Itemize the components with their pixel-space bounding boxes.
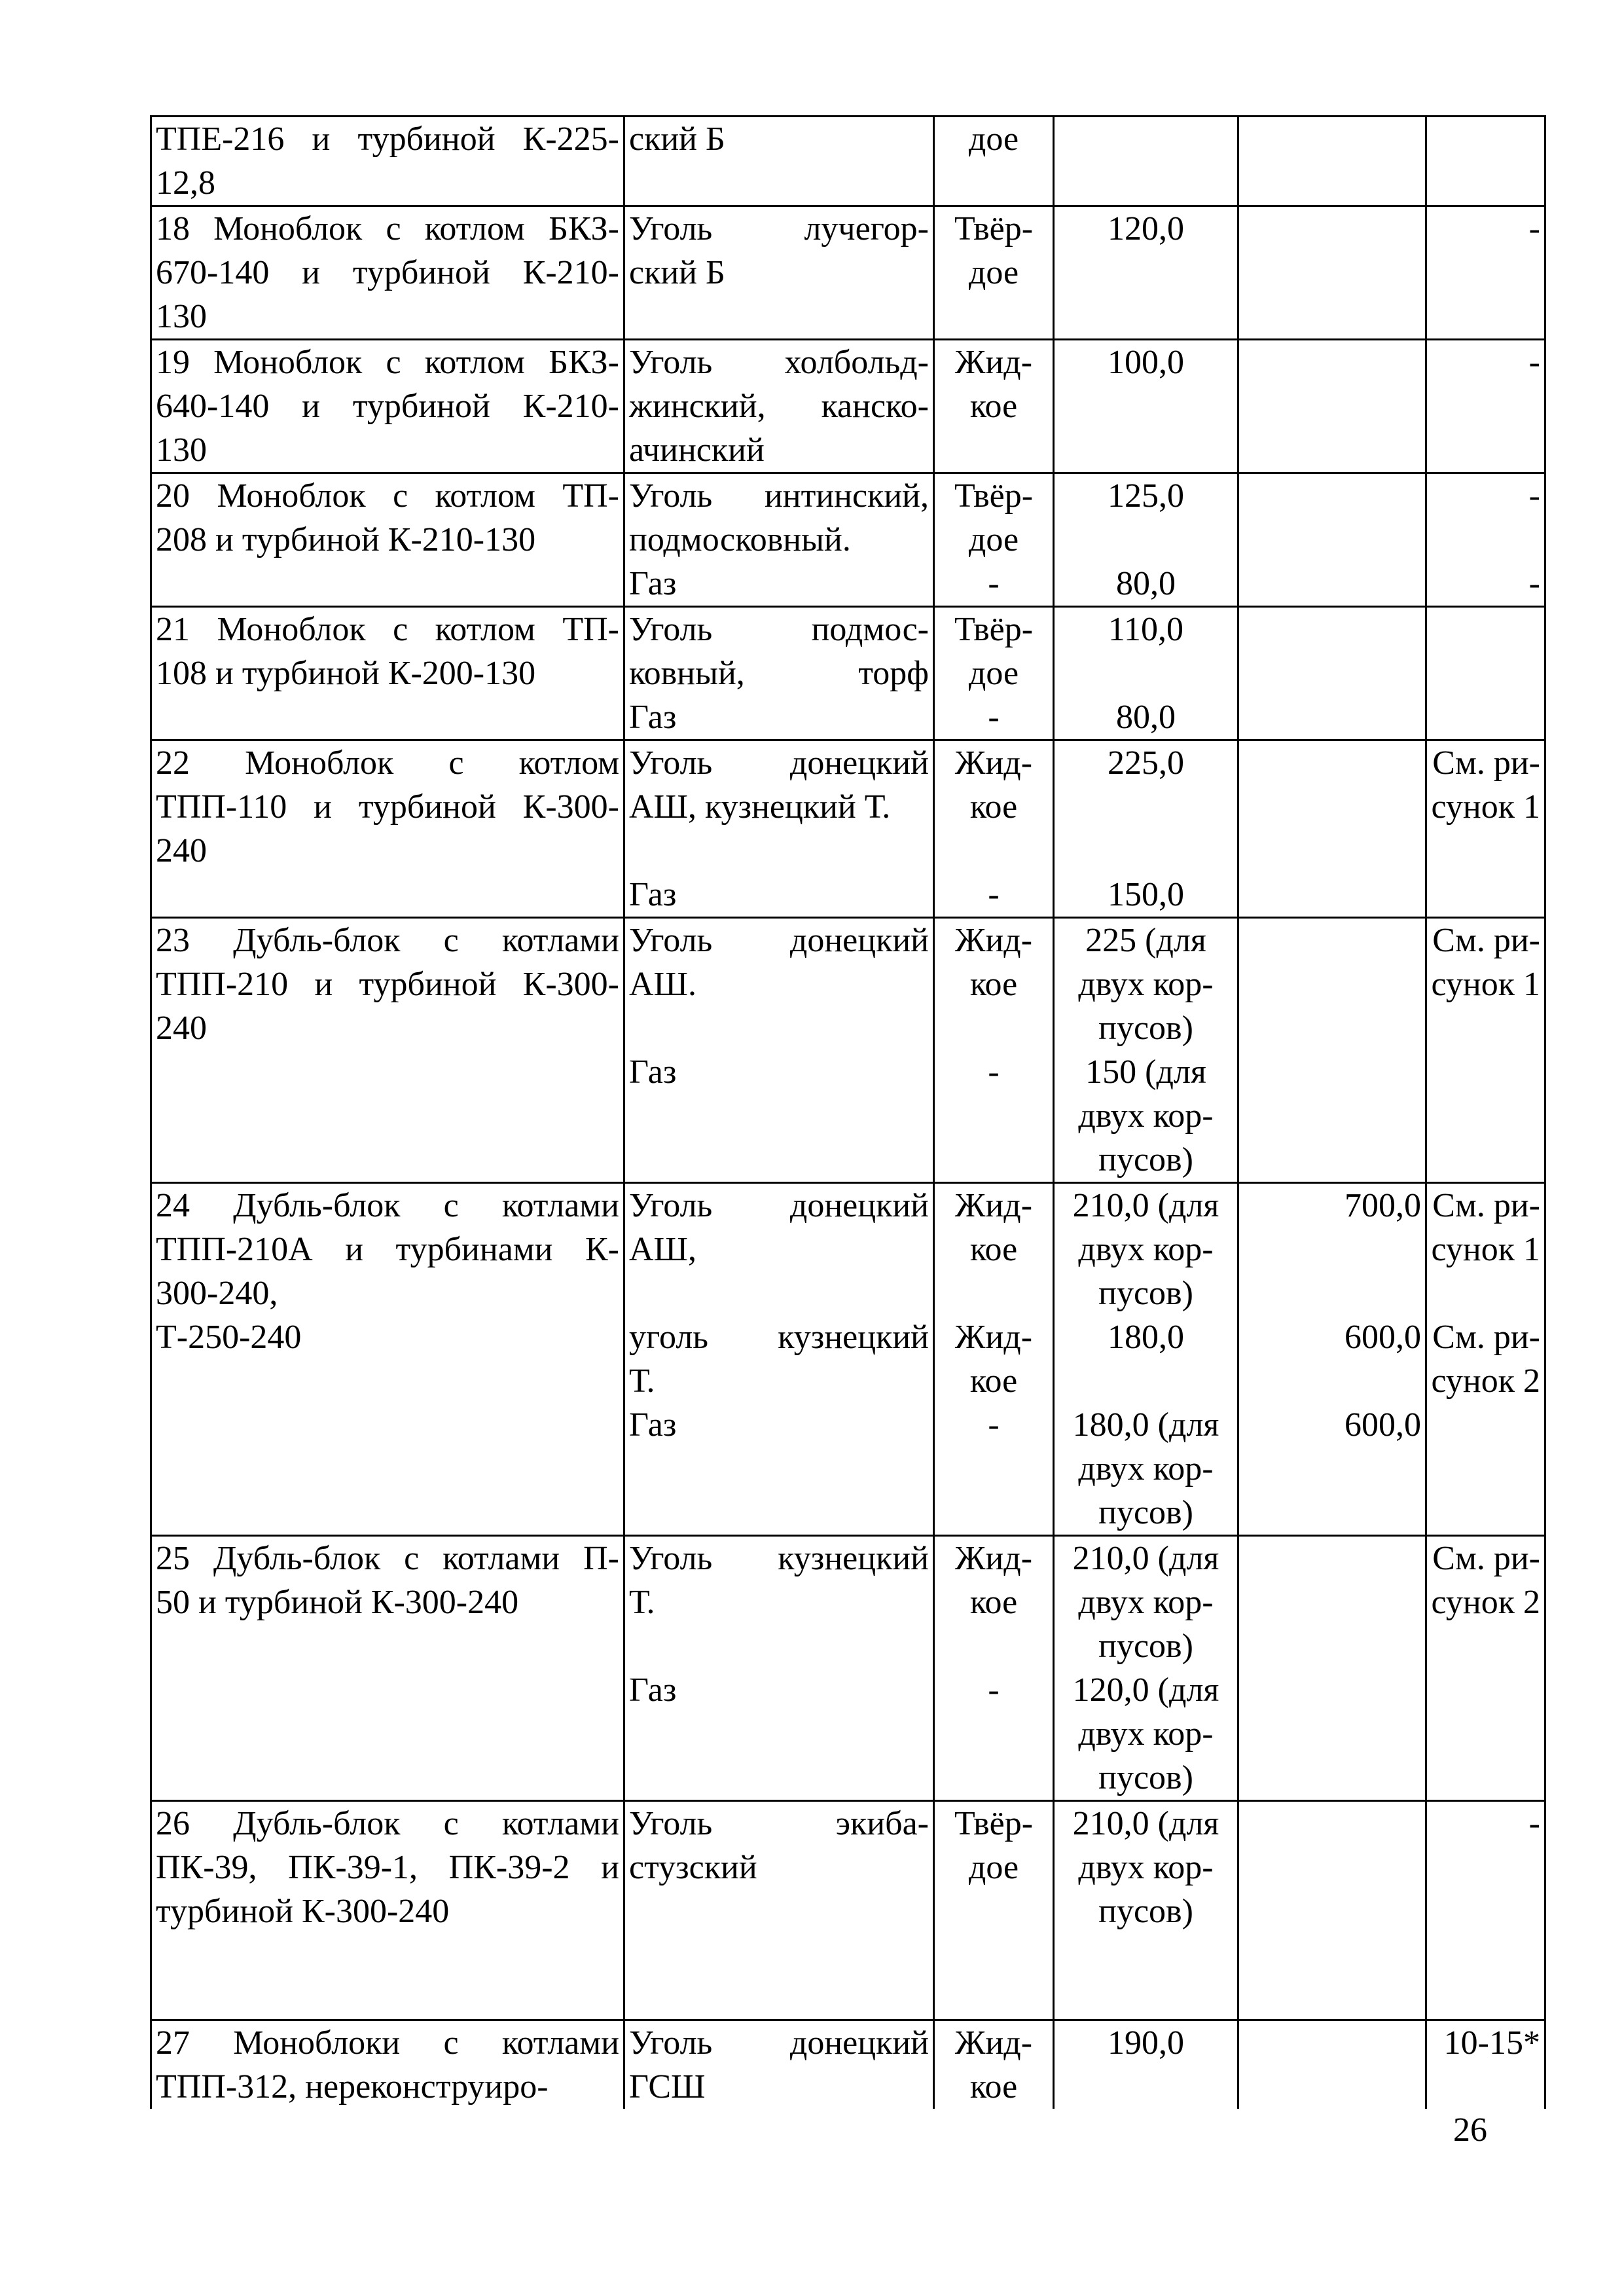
unit-line: 300-240, [156,1275,278,1312]
fuel-load-line: 80,0 [1116,699,1176,736]
unit-line: ТПП-110 и турбиной К-300- [156,788,619,826]
fuel-line: АШ, [629,1231,697,1268]
unit-line: 18 Моноблок с котлом БКЗ- [156,210,619,247]
fuel-load-line: пусов) [1098,1759,1193,1796]
slag-removal-cell [934,1536,1054,1801]
unit-cell [151,2020,624,2109]
fuel-cell [624,117,934,206]
fuel-line: Уголь донецкий [629,1187,929,1224]
slag-removal-cell [934,1801,1054,2020]
slag-removal-line: - [988,699,1000,736]
slag-removal-line: кое [969,2068,1018,2105]
slag-removal-line [939,1624,1049,1668]
table-row [151,740,1545,918]
steam-output-cell [1238,206,1426,340]
fuel-line: ковный, торф [629,655,929,692]
fuel-line: ский Б [629,254,725,291]
note-cell [1426,117,1545,206]
slag-removal-line: Жид- [954,1319,1033,1356]
fuel-cell [624,740,934,918]
note-line: сунок 1 [1431,788,1540,826]
slag-removal-line: дое [968,120,1019,158]
fuel-load-line: пусов) [1098,1494,1193,1531]
unit-line: ПК-39, ПК-39-1, ПК-39-2 и [156,1849,619,1886]
fuel-line: ГСШ [629,2068,706,2105]
fuel-load-line: двух кор- [1078,1849,1214,1886]
fuel-cell [624,340,934,473]
unit-line: ТПЕ-216 и турбиной К-225- [156,120,619,158]
unit-line: 21 Моноблок с котлом ТП- [156,611,619,648]
fuel-load-line: двух кор- [1078,1231,1214,1268]
fuel-load-line [1058,785,1233,829]
unit-line: 50 и турбиной К-300-240 [156,1584,519,1621]
slag-removal-line: кое [969,788,1018,826]
table-row [151,607,1545,740]
fuel-load-cell [1054,607,1238,740]
steam-output-cell [1238,117,1426,206]
note-line: - [1528,477,1540,515]
note-line: - [1528,344,1540,381]
steam-output-line [1243,1271,1421,1315]
fuel-line [629,1624,929,1668]
fuel-load-line: 210,0 (для [1072,1540,1219,1577]
fuel-load-line: 210,0 (для [1072,1187,1219,1224]
note-line: 10-15* [1443,2024,1540,2062]
table-row [151,1536,1545,1801]
fuel-cell [624,1183,934,1536]
note-line: сунок 1 [1431,1231,1540,1268]
fuel-load-line: пусов) [1098,1275,1193,1312]
fuel-line: Т. [629,1362,655,1400]
slag-removal-cell [934,607,1054,740]
fuel-line: Газ [629,699,677,736]
unit-cell [151,473,624,607]
unit-line: 670-140 и турбиной К-210- [156,254,619,291]
fuel-load-line: двух кор- [1078,1584,1214,1621]
note-line: См. ри- [1432,1540,1540,1577]
fuel-load-cell [1054,473,1238,607]
note-line: сунок 2 [1431,1584,1540,1621]
fuel-line: Уголь донецкий [629,744,929,782]
steam-output-line [1243,1228,1421,1271]
unit-cell [151,1183,624,1536]
slag-removal-line [939,829,1049,873]
note-line: См. ри- [1432,1319,1540,1356]
unit-cell [151,740,624,918]
slag-removal-line: - [988,1671,1000,1709]
steam-output-cell [1238,2020,1426,2109]
table-row [151,340,1545,473]
slag-removal-line: Жид- [954,744,1033,782]
fuel-cell [624,607,934,740]
fuel-line: Уголь кузнецкий [629,1540,929,1577]
table-row [151,1801,1545,2020]
note-line: См. ри- [1432,922,1540,959]
slag-removal-line: Жид- [954,344,1033,381]
fuel-load-cell [1054,340,1238,473]
fuel-load-line: двух кор- [1078,966,1214,1003]
fuel-load-line: пусов) [1098,1141,1193,1178]
slag-removal-line [939,1271,1049,1315]
fuel-load-line: 190,0 [1108,2024,1184,2062]
slag-removal-line: дое [968,1849,1019,1886]
slag-removal-line: дое [968,254,1019,291]
unit-cell [151,206,624,340]
fuel-line: Газ [629,1671,677,1709]
table-body [151,117,1545,2109]
slag-removal-line: кое [969,966,1018,1003]
fuel-load-cell [1054,1183,1238,1536]
steam-output-cell [1238,1536,1426,1801]
fuel-load-line: 80,0 [1116,565,1176,602]
fuel-load-cell [1054,2020,1238,2109]
fuel-load-line: 120,0 [1108,210,1184,247]
steam-output-cell [1238,918,1426,1183]
unit-line: 25 Дубль-блок с котлами П- [156,1540,619,1577]
slag-removal-line: Твёр- [954,210,1034,247]
slag-removal-line: кое [969,1362,1018,1400]
slag-removal-line: кое [969,388,1018,425]
unit-line: 20 Моноблок с котлом ТП- [156,477,619,515]
note-cell [1426,740,1545,918]
note-line: См. ри- [1432,744,1540,782]
fuel-cell [624,206,934,340]
fuel-load-line: двух кор- [1078,1450,1214,1487]
fuel-line [629,829,929,873]
table-row [151,2020,1545,2109]
fuel-line: Уголь экиба- [629,1805,929,1842]
note-line: сунок 2 [1431,1362,1540,1400]
slag-removal-line: - [988,565,1000,602]
slag-removal-cell [934,473,1054,607]
fuel-line: Уголь донецкий [629,2024,929,2062]
slag-removal-line: кое [969,1584,1018,1621]
fuel-line [629,1271,929,1315]
note-cell [1426,1536,1545,1801]
fuel-load-cell [1054,117,1238,206]
unit-line: 26 Дубль-блок с котлами [156,1805,619,1842]
note-cell [1426,340,1545,473]
table-row [151,1183,1545,1536]
slag-removal-line: - [988,876,1000,913]
note-cell [1426,1183,1545,1536]
unit-line: 240 [156,832,207,869]
fuel-load-line: двух кор- [1078,1715,1214,1753]
note-cell [1426,2020,1545,2109]
note-line: См. ри- [1432,1187,1540,1224]
fuel-load-line [1058,651,1233,695]
fuel-load-cell [1054,206,1238,340]
fuel-load-line [1058,1359,1233,1403]
note-line: - [1528,210,1540,247]
slag-removal-line: - [988,1053,1000,1091]
unit-line: 23 Дубль-блок с котлами [156,922,619,959]
slag-removal-cell [934,740,1054,918]
slag-removal-cell [934,2020,1054,2109]
note-line: - [1528,1805,1540,1842]
fuel-load-line: пусов) [1098,1010,1193,1047]
slag-removal-line: дое [968,655,1019,692]
steam-output-line: 600,0 [1344,1406,1421,1444]
fuel-line: Уголь подмос- [629,611,929,648]
fuel-cell [624,918,934,1183]
fuel-line: Уголь донецкий [629,922,929,959]
note-cell [1426,473,1545,607]
fuel-line: ский Б [629,120,725,158]
fuel-load-line: 120,0 (для [1072,1671,1219,1709]
slag-removal-cell [934,340,1054,473]
slag-removal-line: кое [969,1231,1018,1268]
unit-line: 240 [156,1010,207,1047]
unit-cell [151,1536,624,1801]
fuel-cell [624,2020,934,2109]
fuel-line: Газ [629,565,677,602]
fuel-cell [624,1536,934,1801]
steam-output-cell [1238,740,1426,918]
steam-output-line: 600,0 [1344,1319,1421,1356]
unit-line: ТПП-210А и турбинами К- [156,1231,619,1268]
slag-removal-line: Жид- [954,1540,1033,1577]
unit-line: ТПП-312, нереконструиро- [156,2068,549,2105]
page-number: 26 [1453,2111,1487,2149]
steam-output-line: 700,0 [1344,1187,1421,1224]
table-row [151,206,1545,340]
fuel-line [629,1006,929,1050]
unit-line: 208 и турбиной К-210-130 [156,521,536,558]
slag-removal-line [939,1006,1049,1050]
unit-cell [151,918,624,1183]
fuel-load-line: 225 (для [1085,922,1206,959]
fuel-load-cell [1054,740,1238,918]
power-unit-table [150,115,1546,2109]
fuel-load-line [1058,829,1233,873]
slag-removal-cell [934,206,1054,340]
steam-output-cell [1238,1801,1426,2020]
fuel-line: Уголь интинский, [629,477,929,515]
fuel-line: Уголь лучегор- [629,210,929,247]
fuel-load-line: 180,0 (для [1072,1406,1219,1444]
slag-removal-line: Твёр- [954,477,1034,515]
note-line [1431,518,1540,562]
slag-removal-line: - [988,1406,1000,1444]
note-cell [1426,1801,1545,2020]
unit-line: 19 Моноблок с котлом БКЗ- [156,344,619,381]
unit-line: турбиной К-300-240 [156,1893,450,1930]
steam-output-line [1243,1359,1421,1403]
slag-removal-cell [934,1183,1054,1536]
fuel-cell [624,1801,934,2020]
fuel-line: Газ [629,876,677,913]
fuel-line: Газ [629,1053,677,1091]
note-line [1431,1271,1540,1315]
table-row [151,473,1545,607]
fuel-line: подмосковный. [629,521,851,558]
fuel-line: Уголь холбольд- [629,344,929,381]
fuel-load-line: 110,0 [1108,611,1184,648]
fuel-load-cell [1054,1536,1238,1801]
fuel-load-line: 210,0 (для [1072,1805,1219,1842]
unit-line: ТПП-210 и турбиной К-300- [156,966,619,1003]
fuel-line: Газ [629,1406,677,1444]
fuel-line: АШ. [629,966,697,1003]
note-line: сунок 1 [1431,966,1540,1003]
slag-removal-line: Твёр- [954,1805,1034,1842]
unit-line: 108 и турбиной К-200-130 [156,655,536,692]
steam-output-cell [1238,473,1426,607]
note-cell [1426,206,1545,340]
unit-line: Т-250-240 [156,1319,302,1356]
unit-cell [151,340,624,473]
fuel-line: АШ, кузнецкий Т. [629,788,891,826]
fuel-load-line: пусов) [1098,1893,1193,1930]
fuel-load-line: 150,0 [1108,876,1184,913]
unit-line: 27 Моноблоки с котлами [156,2024,619,2062]
fuel-load-cell [1054,918,1238,1183]
slag-removal-line: Жид- [954,922,1033,959]
fuel-load-line: 125,0 [1108,477,1184,515]
fuel-line: Т. [629,1584,655,1621]
note-cell [1426,918,1545,1183]
table-row [151,918,1545,1183]
steam-output-cell [1238,607,1426,740]
unit-cell [151,607,624,740]
unit-cell [151,117,624,206]
fuel-line: уголь кузнецкий [629,1319,929,1356]
slag-removal-line: дое [968,521,1019,558]
unit-line: 24 Дубль-блок с котлами [156,1187,619,1224]
fuel-load-line: пусов) [1098,1628,1193,1665]
fuel-cell [624,473,934,607]
fuel-line: жинский, канско- [629,388,929,425]
slag-removal-cell [934,918,1054,1183]
fuel-load-line [1058,518,1233,562]
fuel-load-line: 100,0 [1108,344,1184,381]
unit-line: 130 [156,298,207,335]
fuel-load-line: 180,0 [1108,1319,1184,1356]
unit-line: 12,8 [156,164,215,202]
fuel-load-line: 150 (для [1085,1053,1206,1091]
note-line: - [1528,565,1540,602]
fuel-load-cell [1054,1801,1238,2020]
steam-output-cell [1238,1183,1426,1536]
slag-removal-line: Твёр- [954,611,1034,648]
slag-removal-cell [934,117,1054,206]
slag-removal-line: Жид- [954,1187,1033,1224]
unit-line: 22 Моноблок с котлом [156,744,619,782]
fuel-load-line: 225,0 [1108,744,1184,782]
table-row [151,117,1545,206]
unit-line: 640-140 и турбиной К-210- [156,388,619,425]
slag-removal-line: Жид- [954,2024,1033,2062]
fuel-load-line: двух кор- [1078,1097,1214,1135]
note-cell [1426,607,1545,740]
fuel-line: ачинский [629,431,765,469]
unit-line: 130 [156,431,207,469]
unit-cell [151,1801,624,2020]
steam-output-cell [1238,340,1426,473]
fuel-line: стузский [629,1849,757,1886]
